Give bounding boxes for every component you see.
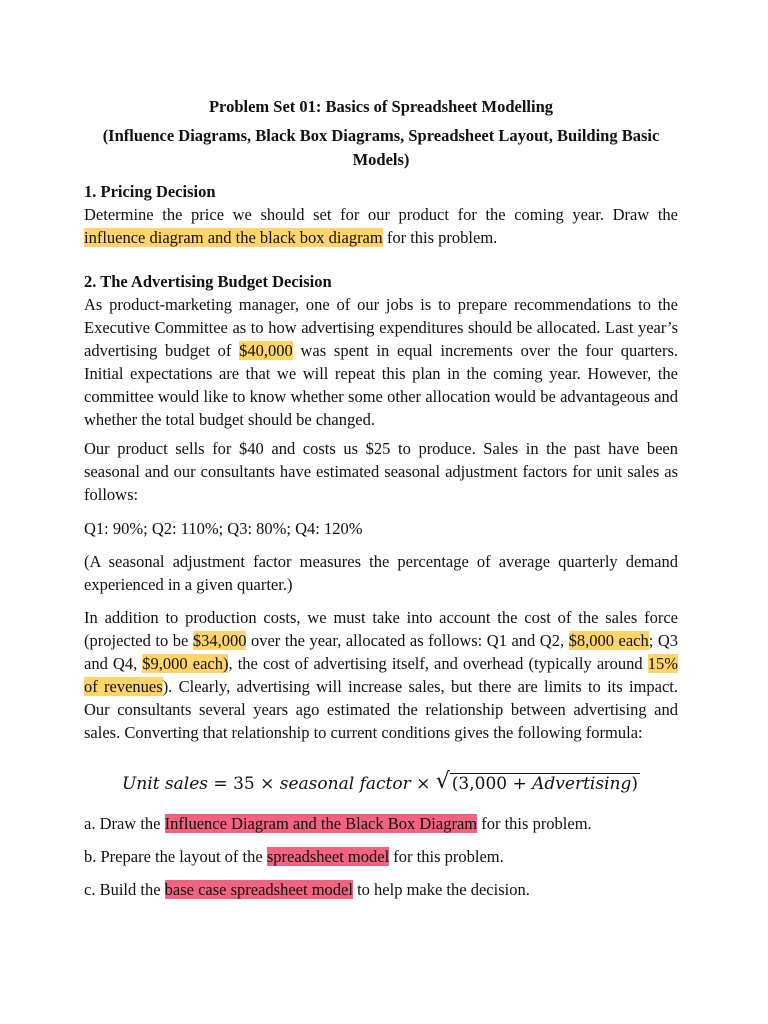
section-1-heading: 1. Pricing Decision <box>84 182 216 201</box>
seasonal-factors: Q1: 90%; Q2: 110%; Q3: 80%; Q4: 120% <box>84 519 363 538</box>
section-1-text-a: Determine the price we should set for our product for the coming year. Draw the <box>84 205 678 224</box>
section-2 <box>84 271 678 431</box>
section-1-text <box>84 203 678 249</box>
title-line-1: Problem Set 01: Basics of Spreadsheet Modelling <box>208 97 554 116</box>
unit-sales-formula <box>84 769 678 796</box>
section-2-paragraph-5 <box>84 606 678 744</box>
highlight-q3-q4: $9,000 each) <box>142 654 229 673</box>
p5-text-e: ). Clearly, advertising will increase sales, but there are limits to its impact. Our consultants several years ago estimated the relationship between advertising and sales. Converting that relationship to current conditions gives the following formula: <box>84 677 678 742</box>
highlight-q1-q2: $8,000 each <box>568 631 649 650</box>
section-1 <box>84 181 678 249</box>
highlight-budget: $40,000 <box>239 341 293 360</box>
radicand-b: ) <box>631 774 638 794</box>
highlight-question-b: spreadsheet model <box>266 847 390 866</box>
highlight-overhead: 15% of revenues <box>84 654 678 696</box>
formula-times: × <box>410 774 436 794</box>
p5-text-b: over the year, allocated as follows: Q1 and Q2, <box>246 631 569 650</box>
qc-text-b: to help make the decision. <box>352 880 530 899</box>
formula-lhs: Unit sales <box>121 774 209 794</box>
highlight-influence-diagram: influence diagram and the black box diagram <box>84 228 383 247</box>
section-1-text-b: for this problem. <box>382 228 498 247</box>
radicand <box>450 773 640 794</box>
section-2-heading: 2. The Advertising Budget Decision <box>84 272 332 291</box>
radical-sign-icon: √ <box>435 769 450 794</box>
p1-text-b: was spent in equal increments over the four quarters. Initial expectations are that we will repeat this plan in the coming year. However, the committee would like to know whether some other allocation would be advantageous and whether the total budget should be changed. <box>84 341 678 429</box>
p5-text-a: In addition to production costs, we must take into account the cost of the sales force (projected to be <box>84 608 678 650</box>
p1-text-a: As product-marketing manager, one of our jobs is to prepare recommendations to the Executive Committee as to how advertising expenditures should be allocated. Last year’s advertising budget of <box>84 295 678 360</box>
radicand-var: Advertising <box>532 774 632 794</box>
p5-text-c: ; Q3 and Q4, <box>84 631 678 673</box>
qb-text-b: for this problem. <box>389 847 504 866</box>
section-2-paragraph-1 <box>84 293 678 431</box>
qa-text-b: for this problem. <box>477 814 592 833</box>
question-b <box>84 845 678 868</box>
highlight-question-c: base case spreadsheet model <box>164 880 353 899</box>
highlight-question-a: Influence Diagram and the Black Box Diagram <box>164 814 478 833</box>
highlight-sales-force: $34,000 <box>192 631 247 650</box>
qa-text-a: a. Draw the <box>84 814 165 833</box>
title-line-2: (Influence Diagrams, Black Box Diagrams, Spreadsheet Layout, Building Basic Models) <box>102 126 660 169</box>
question-a <box>84 812 678 835</box>
p5-text-d: , the cost of advertising itself, and overhead (typically around <box>228 654 648 673</box>
question-c <box>84 878 678 901</box>
formula-factor: seasonal factor <box>279 774 411 794</box>
qb-text-a: b. Prepare the layout of the <box>84 847 267 866</box>
section-2-paragraph-2: Our product sells for $40 and costs us $25 to produce. Sales in the past have been seasonal and our consultants have estimated seasonal adjustment factors for unit sales as follows: <box>84 439 678 504</box>
formula-eq: = 35 × <box>208 774 280 794</box>
section-2-paragraph-4: (A seasonal adjustment factor measures the percentage of average quarterly demand experienced in a given quarter.) <box>84 552 678 594</box>
radicand-a: (3,000 + <box>451 774 533 794</box>
square-root <box>435 769 640 796</box>
qc-text-a: c. Build the <box>84 880 165 899</box>
